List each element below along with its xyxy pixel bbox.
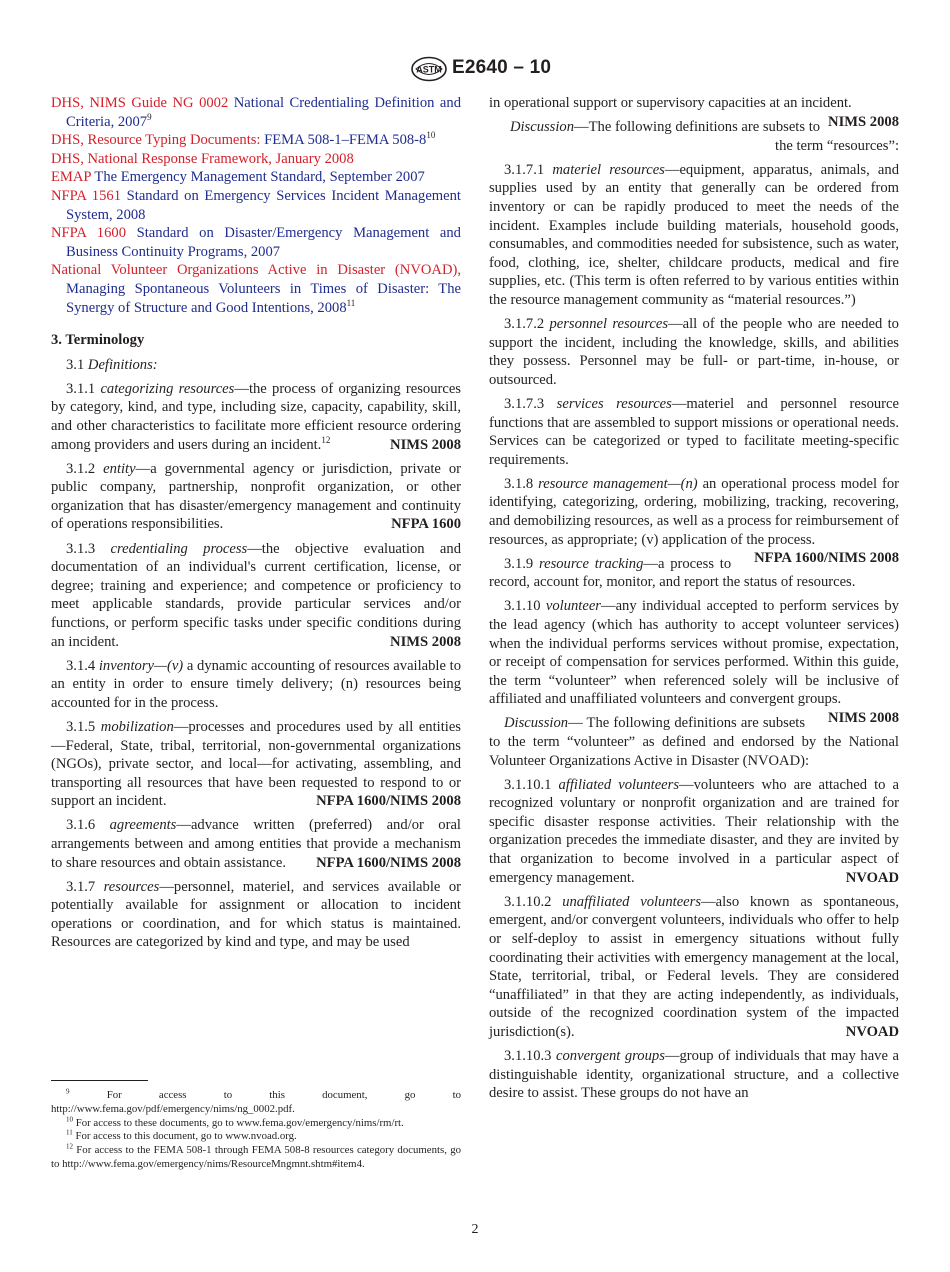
definition-term: inventory—(v) [98,657,184,674]
reference-item [51,224,461,261]
reference-item [51,168,461,187]
definition-term: resources [103,878,160,895]
definition-item: 3.1.3 credentialing process—the objective evaluation and documentation of an individual's current certification, license, or degree; training and experience; and competence or proficiency to meet applicable standards, provide particular services and/or functions, or perform specific tasks under specific conditions during an incident. NIMS 2008 [51,540,461,650]
section-heading: 3. Terminology [51,332,145,349]
discussion-note: Discussion—The following definitions are subsets to the term “resources”: [509,119,899,154]
definition-item: 3.1.10.3 convergent groups—group of individuals that may have a distinguishable identity, organizational structure, and a collective desire to assist. These groups do not have an [489,1048,899,1102]
definition-term: categorizing resources [100,380,235,397]
footnote-ref[interactable]: 12 [321,434,331,445]
reference-org: EMAP [51,169,92,186]
footnote-item: $^9$ For access to this document, go to http://www.fema.gov/pdf/emergency/nims/ng_0002.pdf. [51,1087,462,1115]
definition-source: NFPA 1600/NIMS 2008 [316,793,461,810]
reference-org: DHS, Resource Typing Documents: [51,132,261,149]
reference-org: DHS, National Response Framework, January 2008 [51,150,354,167]
page-number: 2 [471,1222,479,1237]
reference-title[interactable]: Standard on Emergency Services Incident Management System, 2008 [66,187,461,223]
reference-list [51,94,461,317]
definition-item: 3.1.7.1 materiel resources—equipment, apparatus, animals, and supplies used by an entity that generally can be ordered from inventory or can be rapidly produced to meet the needs of the incident. Examples include building materials, household goods, consumables, and commodities needed for subsistence, such as water, food, clothing, ice, shelter, childcare products, medical and fire supplies, etc. (This term is often referred to by various entities within the resource management community as “material resources.”) [489,161,899,308]
definition-item: 3.1.10.2 unaffiliated volunteers—also known as spontaneous, emergent, and/or convergent volunteers, individuals who offer to help or self-deploy to assist in emergency situations without fully coordinating their activities with emergency management at the local, State, territorial, tribal, or Federal levels. They are considered “unaffiliated” in that they are acting independently, as individuals, outside of the recognized coordination system of the impacted jurisdiction(s). NVOAD [489,893,900,1040]
definition-term: affiliated volunteers [558,776,680,793]
definition-item: 3.1.10 volunteer—any individual accepted to perform services by the lead agency (which has authority to accept volunteer services) when the individual performs services without promise, expectation, or receipt of compensation for services performed. Within this guide, the term “volunteer” when referenced solely will be inclusive of affiliated and unaffiliated volunteers and convergent groups. NIMS 2008 [489,598,899,726]
reference-item [51,94,461,131]
definition-continuation: in operational support or supervisory capacities at an incident. NIMS 2008 [489,95,899,130]
reference-title[interactable]: National Credentialing Definition and Criteria, 2007 [66,95,461,130]
definition-item: 3.1.2 entity—a governmental agency or jurisdiction, private or public company, partnership, nonprofit organization, or other organization that has disaster/emergency management and continuity of operations responsibilities. NFPA 1600 [51,460,462,533]
definition-source: NIMS 2008 [390,633,461,650]
definition-source: NFPA 1600/NIMS 2008 [754,550,899,567]
definition-item: 3.1.8 resource management—(n) an operational process model for identifying, categorizing, ordering, mobilizing, tracking, recovering, and demobilizing resources, as well as a process for reimbursement of resources, as appropriate; (v) application of the process. NFPA 1600/NIMS 2008 [489,475,899,567]
reference-title[interactable]: Managing Spontaneous Volunteers in Times of Disaster: The Synergy of Structure and Good Intentions, 2008 [66,280,461,316]
reference-item [51,187,461,224]
definition-item: 3.1.1 categorizing resources—the process of organizing resources by category, kind, and type, including size, capacity, capability, skill, and other characteristics to facilitate more efficient resource ordering among providers and users during an incident.$^{12}$ NIMS 2008 [51,380,461,453]
right-column [489,94,899,1108]
definition-item: 3.1.7.2 personnel resources—all of the people who are needed to support the incident, including the knowledge, skills, and abilities they possess. Personnel may be full- or part-time, in-house, or outsourced. [489,316,899,388]
reference-org: NFPA 1561 [51,187,121,204]
reference-item [51,150,461,169]
definition-item: 3.1.4 inventory—(v) a dynamic accounting of resources available to an entity in order to ensure timely delivery; (n) resources being accounted for in the process. [51,657,461,711]
definition-source: NIMS 2008 [828,113,899,130]
definition-term: services resources [556,395,672,412]
reference-item [51,131,461,150]
definition-term: personnel resources [549,316,669,333]
footnote-ref[interactable]: 11 [346,297,356,308]
footnote-divider [51,1080,148,1081]
definition-item: 3.1.9 resource tracking—a process to record, account for, monitor, and report the status of resources. [489,555,856,591]
definition-term: resource management—(n) [538,475,698,492]
definition-item: 3.1.7 resources—personnel, materiel, and services available or potentially available for assignment or allocation to incident operations or coordination, and for which status is maintained. Resources are categorized by kind and type, and may be used [51,878,461,951]
definition-item: 3.1.6 agreements—advance written (preferred) and/or oral arrangements between and among entities that provide a mechanism to share resources and obtain assistance. NFPA 1600/NIMS 2008 [51,817,461,871]
definition-source: NIMS 2008 [390,436,461,453]
definition-term: credentialing process [110,540,248,557]
reference-title[interactable]: FEMA 508-1–FEMA 508-8 [264,132,427,149]
document-id: E2640 – 10 [452,57,552,78]
definition-term: unaffiliated volunteers [562,893,702,910]
subsection-heading: 3.1 Definitions: [66,356,158,373]
definition-source: NVOAD [845,869,899,886]
page-header [0,56,950,82]
reference-item [51,261,461,317]
footnote-item: $^{12}$ For access to the FEMA 508-1 through FEMA 508-8 resources category documents, go to http://www.fema.gov/emergency/nims/ResourceMngmnt.shtm#item4. [51,1142,461,1170]
definition-term: agreements [109,817,177,834]
footnotes [51,1089,461,1172]
reference-title[interactable]: Standard on Disaster/Emergency Management and Business Continuity Programs, 2007 [66,225,461,260]
definition-term: convergent groups [556,1048,665,1064]
svg-text:ASTM: ASTM [416,64,442,75]
reference-org: National Volunteer Organizations Active in Disaster (NVOAD), [51,262,461,279]
discussion-note: Discussion— The following definitions are subsets to the term “volunteer” as defined and endorsed by the National Volunteer Organizations Active in Disaster (NVOAD): [489,715,899,769]
astm-logo-icon [410,56,448,82]
reference-org: DHS, NIMS Guide NG 0002 [51,95,229,111]
definition-term: volunteer [545,598,601,615]
reference-title[interactable]: The Emergency Management Standard, September 2007 [94,169,425,186]
definition-item: 3.1.5 mobilization—processes and procedures used by all entities—Federal, State, tribal, territorial, non-governmental organizations (NGOs), private sector, and local—for activating, assembling, and transporting all resources that have been requested to respond to or support an incident. NFPA 1600/NIMS 2008 [51,718,461,810]
reference-org: NFPA 1600 [51,225,126,242]
definition-source: NFPA 1600 [391,516,461,533]
definition-term: entity [103,460,136,477]
footnote-item: $^{11}$ For access to this document, go to www.nvoad.org. [66,1128,297,1143]
left-column [51,94,461,958]
definition-term: resource tracking [538,555,644,572]
footnote-ref[interactable]: 9 [147,111,152,122]
footnote-ref[interactable]: 10 [426,130,436,141]
definition-term: mobilization [100,718,174,735]
definition-item: 3.1.10.1 affiliated volunteers—volunteers who are attached to a recognized voluntary or nonprofit organization and are trained for specific disaster response activities. Their relationship with the organization precedes the immediate disaster, and they are invited by that organization to become involved in a particular aspect of emergency management. NVOAD [489,776,899,886]
definition-item: 3.1.7.3 services resources—materiel and personnel resource functions that are assembled to support missions or operational needs. Services can be categorized or typed to facilitate meeting-specific requirements. [489,395,899,468]
definition-source: NVOAD [845,1023,899,1040]
footnote-item: $^{10}$ For access to these documents, go to www.fema.gov/emergency/nims/rm/rt. [66,1115,404,1129]
definition-source: NFPA 1600/NIMS 2008 [316,854,461,871]
definition-source: NIMS 2008 [828,709,899,726]
definition-term: materiel resources [552,161,665,178]
